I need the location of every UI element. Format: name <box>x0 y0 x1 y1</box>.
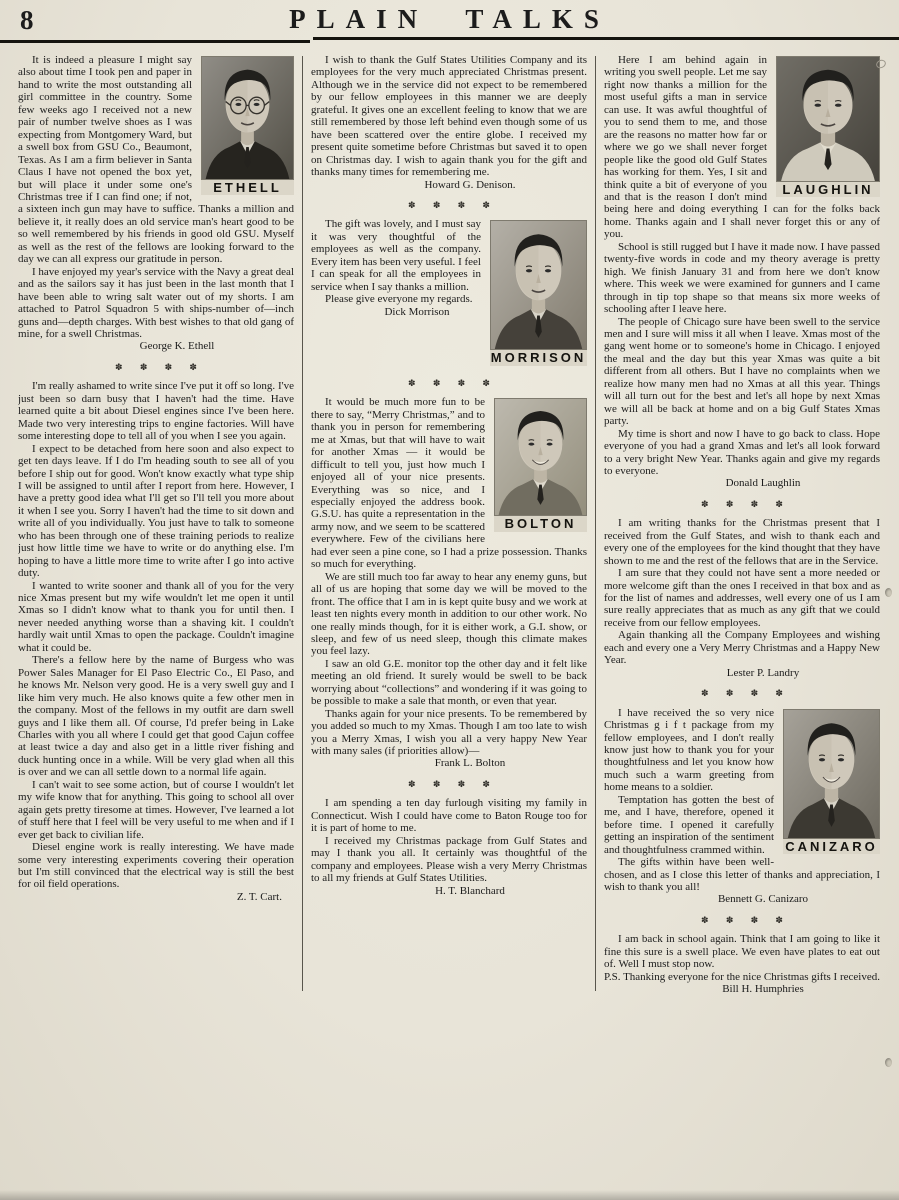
paragraph: I am spending a ten day furlough visiting my family in Connecticut. Wish I could have come to Baton Rouge too for it is part of home to me. <box>311 797 587 835</box>
letter <box>311 218 587 368</box>
signature: George K. Ethell <box>139 340 215 353</box>
paragraph: Temptation has gotten the best of me, and I have, therefore, opened it before time. I opened it carefully getting an inspiration of the sentiment and thoughtfulness crammed within. <box>604 793 774 856</box>
portrait-image <box>202 57 293 179</box>
paragraph: I have received the so very nice Christmas g i f t package from my fellow employees, and I don't really know just how to thank you for your thoughtfulness and let you know how much such a warm greeting from home means to a soldier. <box>604 706 774 794</box>
paragraph: It is indeed a pleasure I might say also about time I took pen and paper in hand to write the most outstanding all girl committee in the country. Some few weeks ago I received not a new pair of number twelve shoes as I was expecting from Montgomery Ward, but a swell box from GSU Co., Beaumont, Texas. As I am a firm believer in Santa Claus I have not opened the box yet, but will place it under some one's Christmas tree if I can find one; if not, a sixteen inch gun may have to suffice. Thanks a million and believe it, it really does an old service man's heart good to be so well remembered by his friends in good old GSU. Myself as well as the rest of the fellows are looking forward to the day we can all express our gratitude in person. <box>18 54 294 266</box>
portrait-image <box>495 399 586 515</box>
paragraph: Again thanking all the Company Employees and wishing each and every one a Very Merry Christmas and a Happy New Year. <box>604 629 880 667</box>
signature: Dick Morrison <box>384 305 450 318</box>
portrait-photo <box>776 56 880 197</box>
signature: Howard G. Denison. <box>424 178 516 191</box>
photo-caption: MORRISON <box>490 350 587 366</box>
paragraph: I have enjoyed my year's service with the Navy a great deal and as the sailors say it has just been in the last month that I have been able to wring salt water out of my shorts. I am attached to Patrol Squadron 5 with ships-number of—inch guns and—depth charges. With best wishes to that old gang of mine, for a swell Christmas. <box>18 265 294 340</box>
photo-caption: CANIZARO <box>783 839 880 854</box>
paragraph: School is still rugged but I have it made now. I have passed twenty-five words in code and my theory average is pretty high. We finish January 31 and from here we don't know where. This week we were examined for gunners and I came through in tip top shape so that means six more weeks of schooling after I leave here. <box>604 240 880 316</box>
paragraph: There's a fellow here by the name of Burgess who was Power Sales Manager for El Paso Electric Co., El Paso, and he knows Mr. Nelson very good. He is a very swell guy and I like him very much. He also knows quite a few other men in the company. Most of the fellows in my outfit are darn swell guys and I like them all. Of course, I'd prefer being in Lake Charles with you all where I could get that good Cajun coffee at least twice a day and also get in a little river fishing and duck hunting once in a while. Will be very glad when all this is over and we can all settle down to a normal life again. <box>18 654 294 779</box>
photo-frame <box>490 220 587 350</box>
paragraph: Thanks again for your nice presents. To be remembered by you added so much to my Xmas. Though I am too late to wish you a Merry Xmas, I wish you all a very happy New Year with many sales (if priorities allow)— <box>311 707 587 758</box>
letter <box>604 707 880 906</box>
paragraph: I wish to thank the Gulf States Utilities Company and its employees for the very much appreciated Christmas present. Although we in the service did not expect to be remembered by our fellow employees in this manner we are deeply grateful. It gives one an excellent feeling to know that we are still remembered by those left behind even though some of us have been scattered over the entire globe. I received my present quite sometime before Christmas but saved it to open on Christmas day. I wish to again thank you for the gift and thanks many times for remembering me. <box>311 54 587 179</box>
paragraph: Diesel engine work is really interesting. We have made some very interesting experiments covering their operation but I'm still convinced that the electrical way is still the best for oil field operations. <box>18 841 294 891</box>
photo-caption: BOLTON <box>494 516 587 531</box>
portrait-photo <box>494 398 587 531</box>
paragraph: The people of Chicago sure have been swell to the service men and I sure will miss it all when I leave. Xmas most of the gang went home or to someone's home in Chicago. I enjoyed the meal and the day but this year Xmas was quite a bit different from all others. But I have no complaints when we realize how many men had no Xmas at all this year. Things will all turn out for the best and let's all hope by next Xmas we will all be back at home and on a big Gulf States Xmas party. <box>604 315 880 428</box>
letter <box>604 517 880 679</box>
portrait-image <box>777 57 879 181</box>
portrait-photo <box>783 709 880 854</box>
paragraph: I expect to be detached from here soon and also expect to get ten days leave. If I do I'm heading south to see all of you before I ship out for good. Won't know exactly what type ship I will be assigned to until after I report from here. However, I have a pretty good idea what I'll get so I'll tell you more about it when I see you. Sorry I haven't had the time to sit down and write all of you individually. You just have to talk to someone who has been through one of these training periods to realize just how little time we have to write or do anything else. I'm hoping to have a little more time to write after I go into active duty. <box>18 442 294 580</box>
photo-caption: ETHELL <box>201 180 294 195</box>
stars-separator: ✽ ✽ ✽ ✽ <box>701 498 783 509</box>
column-2 <box>311 54 587 997</box>
photo-frame <box>201 56 294 180</box>
stars-separator: ✽ ✽ ✽ ✽ <box>701 914 783 925</box>
page-number: 8 <box>20 5 35 35</box>
paragraph: The gift was lovely, and I must say it was very thoughtful of the employees as well as the company. Every item has been very useful. I feel I can speak for all the employees in service when I say thanks a million. <box>311 218 481 293</box>
paragraph: I'm really ashamed to write since I've put it off so long. I've just been so darn busy that I haven't had the time. Have learned quite a bit about Diesel engines since I've been here. Made two very interesting trips to engine factories. Will have some interesting dope to tell all of you when I see you again. <box>18 380 294 443</box>
column-divider-1 <box>302 56 303 991</box>
letter <box>604 54 880 490</box>
paragraph: I can't wait to see some action, but of course I wouldn't let my wife know that for anything. This going to school all over again gets pretty tiresome at times. However, I've learned a lot of stuff here that I feel will be very useful to me when and if I ever get back to civilian life. <box>18 778 294 841</box>
page-header <box>0 0 899 44</box>
paper-hole <box>885 1058 892 1067</box>
paragraph: I am back in school again. Think that I am going to like it fine this sure is a swell place. We even have plates to eat out of. Well I must stop now. <box>604 933 880 971</box>
portrait-photo <box>490 220 587 365</box>
stars-separator: ✽ ✽ ✽ ✽ <box>408 199 490 210</box>
signature: Z. T. Cart. <box>236 890 282 903</box>
paragraph: I am sure that they could not have sent a more needed or more welcome gift than the ones I received in that box and as for the list of names and addresses, well every one of us I am sure really appreciates that as much as any gift that we could receive from our fellow employees. <box>604 567 880 629</box>
column-divider-2 <box>595 56 596 991</box>
paragraph: I saw an old G.E. monitor top the other day and it felt like meeting an old friend. It surely would be swell to be back worrying about “collections” and wondering if it was going to be possible to make a sale that month, or even that year. <box>311 657 587 708</box>
letter <box>18 380 294 903</box>
signature: Donald Laughlin <box>725 477 801 490</box>
column-1 <box>18 54 294 997</box>
paragraph: It would be much more fun to be there to say, “Merry Christmas,” and to thank you in person for remembering me at Xmas, but that will have to wait for another Xmas — it would be difficult to tell you, just how much I enjoyed all of your nice presents. Everything was so nice, and I especially enjoyed the address book. G.S.U. has quite a representation in the army now, and we seem to be scattered everywhere. Few of the civilians here had ever seen a pine cone, so I had a prize possession. Thanks so much for everything. <box>311 396 587 571</box>
signature: Bennett G. Canizaro <box>717 893 809 906</box>
paragraph: The gifts within have been well-chosen, and as I close this letter of thanks and appreciation, I wish to thank you all! <box>604 856 880 893</box>
header-rule-left <box>0 40 310 43</box>
letter <box>311 54 587 191</box>
photo-frame <box>494 398 587 516</box>
page-title: PLAIN TALKS <box>289 4 610 34</box>
stars-separator: ✽ ✽ ✽ ✽ <box>701 688 783 699</box>
signature: Frank L. Bolton <box>434 757 506 770</box>
paragraph: Please give everyone my regards. <box>325 293 473 306</box>
paragraph: My time is short and now I have to go back to class. Hope everyone of you had a grand Xmas and let's all look forward to a very bright New Year. Thanks again and give my regards to everyone. <box>604 427 880 477</box>
paragraph: P.S. Thanking everyone for the nice Christmas gifts I received. <box>604 970 880 983</box>
signature: Bill H. Humphries <box>722 983 804 996</box>
paragraph: Here I am behind again in writing you swell people. Let me say right now thanks a million for the most useful gifts a man in service can use. It was awful thoughtful of you to send them to me, and those are the reasons no matter how far or where we go we shall never forget people like the good old Gulf States has working for them. Yes, I sit and think quite a bit of everyone of you and that is the reason I don't mind being here and doing everything I can for the folks back home. Thanks again and I shall never forget this or any of you. <box>604 54 880 241</box>
photo-frame <box>776 56 880 182</box>
signature: H. T. Blanchard <box>435 884 505 897</box>
content <box>0 44 899 997</box>
letter <box>604 933 880 995</box>
paragraph: I am writing thanks for the Christmas present that I received from the Gulf States, and wish to thank each and every one of the employees for the kind thought that they have shown to me and the rest of the fellows that are in the Service. <box>604 517 880 567</box>
paper-hole <box>885 588 892 597</box>
portrait-photo <box>201 56 294 195</box>
column-3 <box>604 54 880 997</box>
portrait-image <box>491 221 586 349</box>
stars-separator: ✽ ✽ ✽ ✽ <box>408 778 490 789</box>
letter <box>311 797 587 897</box>
letter <box>18 54 294 353</box>
paragraph: I wanted to write sooner and thank all of you for the very nice Xmas present but my wife wouldn't let me open it until Xmas so I didn't know what to thank you for until then. I never needed anything worse than a shaving kit. I couldn't hardly wait until Xmas to open the package. Couldn't imagine what it could be. <box>18 579 294 654</box>
paragraph: I received my Christmas package from Gulf States and may I thank you all. It certainly was thoughtful of the company and employees. Please wish a very Merry Christmas to all my friends at Gulf States Utilities. <box>311 834 587 885</box>
paragraph: We are still much too far away to hear any enemy guns, but all of us are hoping that some day we will be moved to the front. The office that I am in is kept quite busy and we work at least ten nights every month in addition to our other work. No one really minds though, for it is either work, a G.I. show, or sleep, and few of us need sleep, though this climate makes you feel lazy. <box>311 570 587 658</box>
photo-caption: LAUGHLIN <box>776 182 880 197</box>
portrait-image <box>784 710 879 838</box>
stars-separator: ✽ ✽ ✽ ✽ <box>408 377 490 388</box>
signature: Lester P. Landry <box>726 666 800 679</box>
stars-separator: ✽ ✽ ✽ ✽ <box>115 361 197 372</box>
header-rule-right <box>313 37 899 40</box>
letter <box>311 396 587 770</box>
photo-frame <box>783 709 880 839</box>
